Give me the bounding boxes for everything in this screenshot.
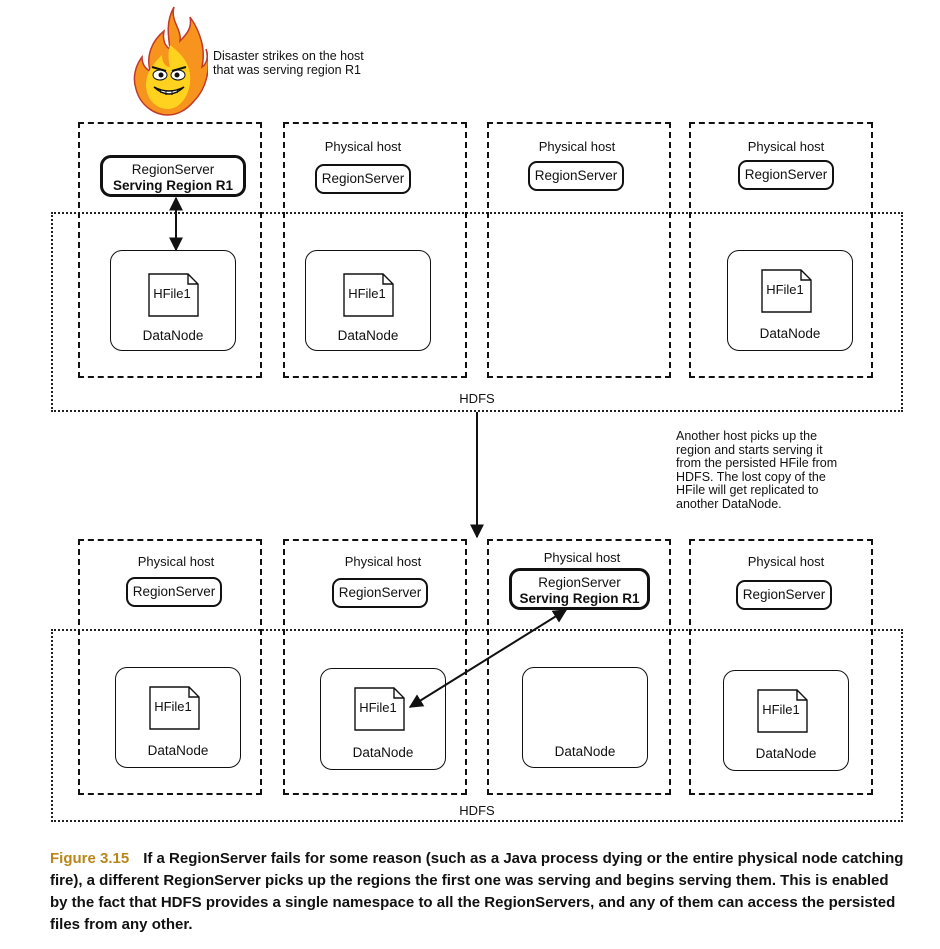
- hfile-label: HFile1: [348, 286, 386, 301]
- serving-region-label: Serving Region R1: [112, 178, 234, 193]
- hfile-top-1: [148, 273, 204, 317]
- host-label: Physical host: [344, 554, 422, 569]
- datanode-top-1: [110, 250, 236, 351]
- caption-text: If a RegionServer fails for some reason (such as a Java process dying or the entire physical node catching fire), a different RegionServer picks up the regions the first one was serving and begins serving them. This is enabled by the fact that HDFS provides a single namespace to all the RegionServers, and any of them can access the persisted files from any other.: [50, 850, 904, 933]
- hfile-top-4: [761, 269, 817, 313]
- datanode-label: DataNode: [142, 328, 204, 343]
- hfile-label: HFile1: [762, 702, 800, 717]
- host-label: Physical host: [747, 139, 825, 154]
- regionserver-label: RegionServer: [538, 575, 621, 590]
- datanode-label: DataNode: [147, 743, 209, 758]
- host-label: Physical host: [538, 139, 616, 154]
- hfile-bottom-2: [354, 687, 410, 731]
- regionserver-top-3: [528, 161, 624, 191]
- datanode-bottom-3: [522, 667, 648, 768]
- fire-icon: [130, 5, 208, 119]
- datanode-bottom-4: [723, 670, 849, 771]
- datanode-label: DataNode: [554, 744, 616, 759]
- regionserver-bottom-2: [332, 578, 428, 608]
- regionserver-bottom-4: [736, 580, 832, 610]
- hfile-label: HFile1: [359, 700, 397, 715]
- hfile-top-2: [343, 273, 399, 317]
- regionserver-label: RegionServer: [132, 584, 216, 599]
- figure-number: Figure 3.15: [50, 850, 130, 867]
- hdfs-bottom-label: HDFS: [459, 803, 495, 818]
- failover-note: Another host picks up the region and starts serving it from the persisted HFile from HDFS. The lost copy of the HFile will get replicated to another DataNode.: [676, 429, 838, 511]
- datanode-bottom-1: [115, 667, 241, 768]
- disaster-note: Disaster strikes on the host that was serving region R1: [213, 49, 364, 77]
- regionserver-label: RegionServer: [744, 167, 828, 182]
- datanode-top-2: [305, 250, 431, 351]
- datanode-top-4: [727, 250, 853, 351]
- regionserver-label: RegionServer: [742, 587, 826, 602]
- regionserver-label: RegionServer: [131, 162, 215, 177]
- datanode-bottom-2: [320, 668, 446, 770]
- host-label: Physical host: [137, 554, 215, 569]
- regionserver-top-2: [315, 164, 411, 194]
- datanode-label: DataNode: [755, 746, 817, 761]
- hfile-label: HFile1: [154, 699, 192, 714]
- figure-caption: [50, 848, 910, 936]
- hdfs-top-label: HDFS: [459, 391, 495, 406]
- host-label: Physical host: [543, 550, 621, 565]
- regionserver-top-4: [738, 160, 834, 190]
- serving-region-label: Serving Region R1: [519, 591, 640, 606]
- hfile-label: HFile1: [153, 286, 191, 301]
- regionserver-label: RegionServer: [338, 585, 422, 600]
- datanode-label: DataNode: [759, 326, 821, 341]
- regionserver-bottom-3: [509, 568, 650, 610]
- host-label: Physical host: [324, 139, 402, 154]
- datanode-label: DataNode: [352, 745, 414, 760]
- regionserver-label: RegionServer: [321, 171, 405, 186]
- hfile-bottom-1: [149, 686, 205, 730]
- regionserver-top-1: [100, 155, 246, 197]
- hfile-label: HFile1: [766, 282, 804, 297]
- regionserver-label: RegionServer: [534, 168, 618, 183]
- datanode-label: DataNode: [337, 328, 399, 343]
- regionserver-bottom-1: [126, 577, 222, 607]
- host-label: Physical host: [747, 554, 825, 569]
- hfile-bottom-4: [757, 689, 813, 733]
